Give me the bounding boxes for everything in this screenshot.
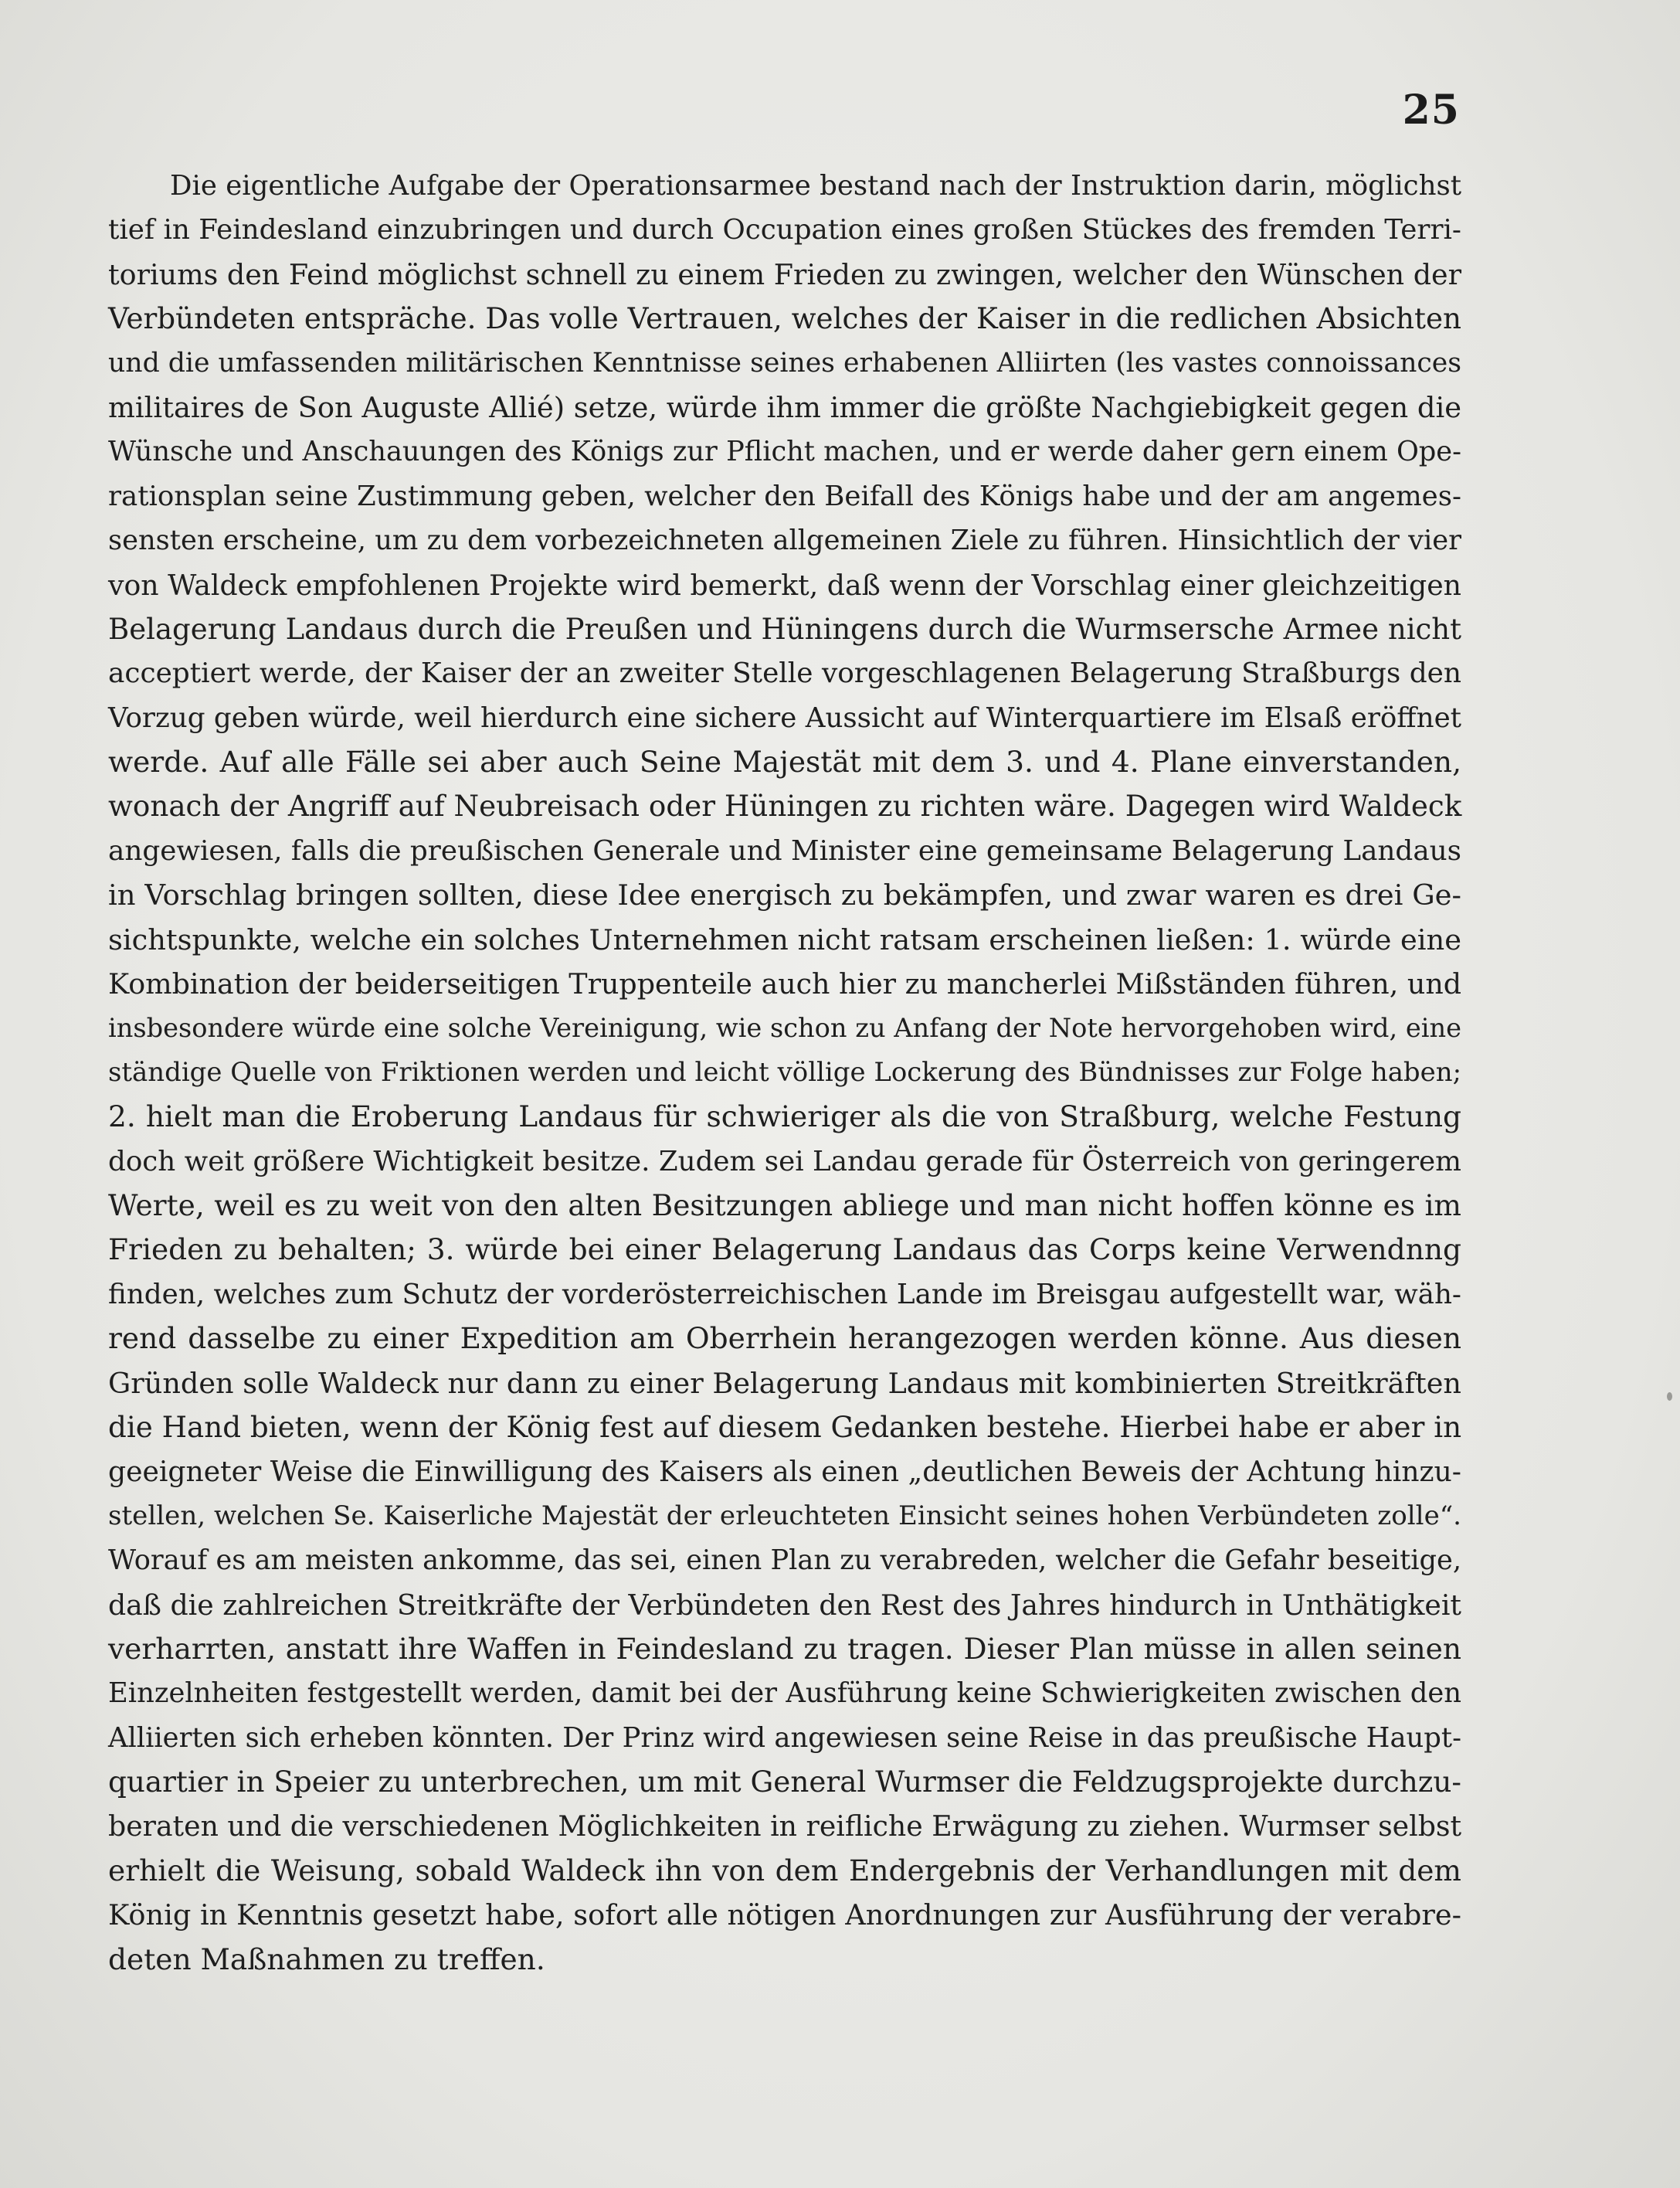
text-line: daß die zahlreichen Streitkräfte der Verbündeten den Rest des Jahres hindurch in Unthätigkeit: [108, 1588, 1461, 1622]
text-line: von Waldeck empfohlenen Projekte wird bemerkt, daß wenn der Vorschlag einer gleichzeitigen: [108, 568, 1461, 602]
text-line: wonach der Angriff auf Neubreisach oder Hüningen zu richten wäre. Dagegen wird Waldeck: [108, 789, 1462, 824]
text-line: werde. Auf alle Fälle sei aber auch Seine Majestät mit dem 3. und 4. Plane einverstanden,: [108, 745, 1461, 780]
text-line: und die umfassenden militärischen Kenntnisse seines erhabenen Alliirten (les vastes connoissances: [108, 347, 1461, 379]
text-line: rend dasselbe zu einer Expedition am Oberrhein herangezogen werden könne. Aus diesen: [108, 1321, 1461, 1356]
text-line: Kombination der beiderseitigen Truppenteile auch hier zu mancherlei Mißständen führen, und: [108, 967, 1462, 1001]
text-line: militaires de Son Auguste Allié) setze, würde ihm immer die größte Nachgiebigkeit gegen die: [108, 390, 1461, 424]
text-line: stellen, welchen Se. Kaiserliche Majestät der erleuchteten Einsicht seines hohen Verbündeten zolle“.: [108, 1500, 1461, 1531]
text-line: in Vorschlag bringen sollten, diese Idee energisch zu bekämpfen, und zwar waren es drei Ge-: [108, 878, 1461, 912]
text-line: Einzelnheiten festgestellt werden, damit bei der Ausführung keine Schwierigkeiten zwischen den: [108, 1677, 1461, 1710]
text-line: angewiesen, falls die preußischen Generale und Minister eine gemeinsame Belagerung Landaus: [108, 834, 1461, 867]
text-line: Die eigentliche Aufgabe der Operationsarmee bestand nach der Instruktion darin, möglichst: [170, 170, 1461, 202]
text-line: ständige Quelle von Friktionen werden und leicht völlige Lockerung des Bündnisses zur Folge haben;: [108, 1057, 1461, 1088]
text-line: Verbündeten entspräche. Das volle Vertrauen, welches der Kaiser in die redlichen Absichten: [108, 301, 1461, 336]
text-line: deten Maßnahmen zu treffen.: [108, 1942, 545, 1976]
text-line: Wünsche und Anschauungen des Königs zur Pflicht machen, und er werde daher gern einem Ope-: [108, 436, 1461, 468]
page-number: 25: [1402, 87, 1460, 134]
text-line: quartier in Speier zu unterbrechen, um mit General Wurmser die Feldzugsprojekte durchzu-: [108, 1765, 1461, 1799]
text-line: Belagerung Landaus durch die Preußen und Hüningens durch die Wurmsersche Armee nicht: [108, 612, 1461, 646]
text-line: erhielt die Weisung, sobald Waldeck ihn von dem Endergebnis der Verhandlungen mit dem: [108, 1853, 1461, 1887]
text-line: König in Kenntnis gesetzt habe, sofort alle nötigen Anordnungen zur Ausführung der verabre-: [108, 1898, 1461, 1932]
text-line: toriums den Feind möglichst schnell zu einem Frieden zu zwingen, welcher den Wünschen der: [108, 257, 1461, 291]
text-line: acceptiert werde, der Kaiser der an zweiter Stelle vorgeschlagenen Belagerung Straßburgs den: [108, 657, 1461, 690]
text-line: die Hand bieten, wenn der König fest auf diesem Gedanken bestehe. Hierbei habe er aber in: [108, 1409, 1462, 1444]
text-line: Vorzug geben würde, weil hierdurch eine sichere Aussicht auf Winterquartiere im Elsaß eröffnet: [108, 702, 1461, 734]
text-line: doch weit größere Wichtigkeit besitze. Zudem sei Landau gerade für Österreich von geringerem: [108, 1145, 1461, 1177]
text-line: sichtspunkte, welche ein solches Unternehmen nicht ratsam erscheinen ließen: 1. würde eine: [108, 922, 1461, 956]
paper-speck: [1667, 1392, 1672, 1401]
text-line: geeigneter Weise die Einwilligung des Kaisers als einen „deutlichen Beweis der Achtung hinzu-: [108, 1455, 1461, 1489]
text-line: rationsplan seine Zustimmung geben, welcher den Beifall des Königs habe und der am angemes-: [108, 480, 1461, 512]
text-line: Worauf es am meisten ankomme, das sei, einen Plan zu verabreden, welcher die Gefahr beseitige,: [108, 1544, 1461, 1577]
body-paragraph: [108, 164, 1461, 1982]
text-line: Gründen solle Waldeck nur dann zu einer Belagerung Landaus mit kombinierten Streitkräften: [108, 1366, 1461, 1400]
text-line: Alliierten sich erheben könnten. Der Prinz wird angewiesen seine Reise in das preußische Haupt-: [108, 1721, 1461, 1754]
text-line: verharrten, anstatt ihre Waffen in Feindesland zu tragen. Dieser Plan müsse in allen seinen: [108, 1631, 1461, 1666]
text-line: finden, welches zum Schutz der vorderösterreichischen Lande im Breisgau aufgestellt war, wäh-: [108, 1278, 1461, 1310]
text-line: beraten und die verschiedenen Möglichkeiten in reifliche Erwägung zu ziehen. Wurmser selbst: [108, 1809, 1462, 1843]
text-line: Werte, weil es zu weit von den alten Besitzungen abliege und man nicht hoffen könne es im: [108, 1187, 1461, 1222]
text-line: 2. hielt man die Eroberung Landaus für schwieriger als die von Straßburg, welche Festung: [108, 1099, 1461, 1134]
text-line: tief in Feindesland einzubringen und durch Occupation eines großen Stückes des fremden Terri-: [108, 214, 1461, 246]
text-line: insbesondere würde eine solche Vereinigung, wie schon zu Anfang der Note hervorgehoben wird, eine: [108, 1013, 1461, 1044]
text-line: sensten erscheine, um zu dem vorbezeichneten allgemeinen Ziele zu führen. Hinsichtlich der vier: [108, 525, 1461, 557]
text-line: Frieden zu behalten; 3. würde bei einer Belagerung Landaus das Corps keine Verwendnng: [108, 1232, 1461, 1267]
